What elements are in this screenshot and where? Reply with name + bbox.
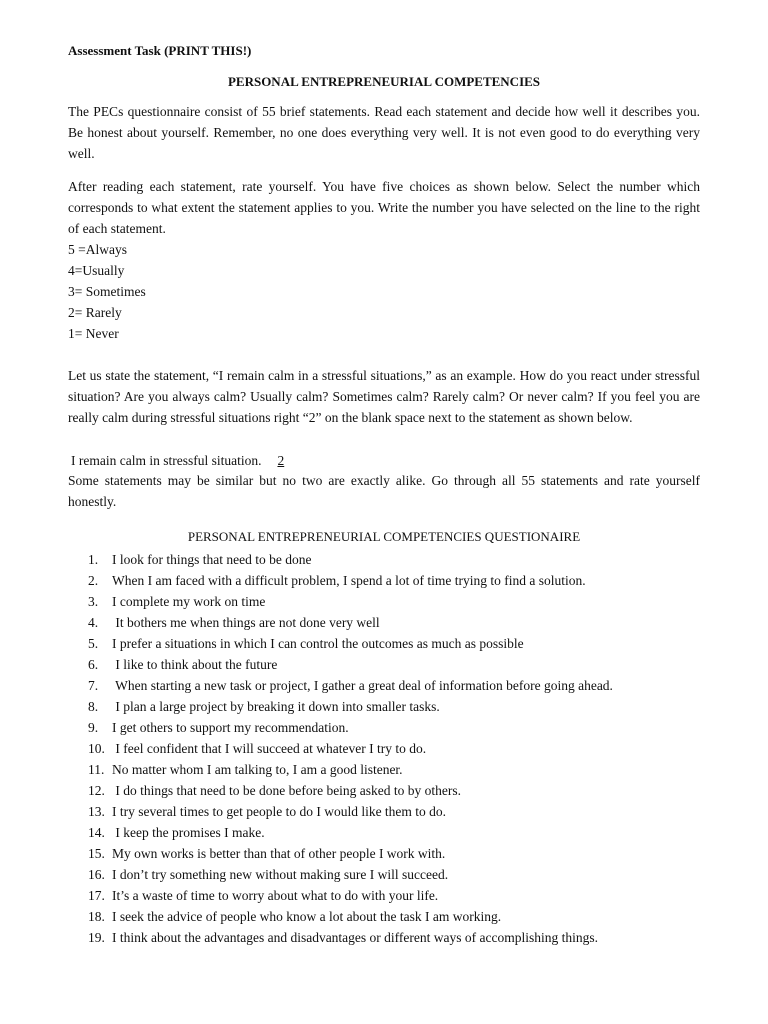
questionnaire-item bbox=[88, 822, 613, 843]
example-paragraph: Let us state the statement, “I remain calm in a stressful situations,” as an example. How do you react under stressful situation? Are you always calm? Usually calm? Sometimes calm? Rarely calm? Or never calm? If you feel you are really calm during stressful situations right “2” on the blank space next to the statement as shown below. bbox=[68, 368, 700, 425]
item-number: 4. bbox=[88, 615, 99, 630]
item-number: 17. bbox=[88, 888, 105, 903]
item-text: I look for things that need to be done bbox=[112, 552, 312, 567]
item-number: 14. bbox=[88, 825, 105, 840]
questionnaire-item bbox=[88, 591, 613, 612]
item-number: 16. bbox=[88, 867, 105, 882]
item-number: 3. bbox=[88, 594, 99, 609]
example-answer: 2 bbox=[277, 453, 285, 468]
scale-item: 1= Never bbox=[68, 326, 119, 341]
questionnaire-item bbox=[88, 801, 613, 822]
item-number: 11. bbox=[88, 762, 105, 777]
questionnaire-item bbox=[88, 864, 613, 885]
item-text: I like to think about the future bbox=[112, 657, 278, 672]
questionnaire-item bbox=[88, 843, 613, 864]
item-text: I seek the advice of people who know a lot about the task I am working. bbox=[112, 909, 502, 924]
item-text: I get others to support my recommendation. bbox=[112, 720, 349, 735]
item-number: 1. bbox=[88, 552, 99, 567]
closing-paragraph: Some statements may be similar but no two are exactly alike. Go through all 55 statements and rate yourself honestly. bbox=[68, 473, 700, 509]
item-text: I think about the advantages and disadvantages or different ways of accomplishing things. bbox=[112, 930, 598, 945]
item-number: 7. bbox=[88, 678, 99, 693]
item-text: It bothers me when things are not done very well bbox=[112, 615, 380, 630]
item-text: I try several times to get people to do I would like them to do. bbox=[112, 804, 447, 819]
item-number: 12. bbox=[88, 783, 105, 798]
item-text: I plan a large project by breaking it down into smaller tasks. bbox=[112, 699, 440, 714]
item-number: 6. bbox=[88, 657, 99, 672]
item-text: No matter whom I am talking to, I am a good listener. bbox=[112, 762, 403, 777]
item-text: I complete my work on time bbox=[112, 594, 266, 609]
questionnaire-item bbox=[88, 654, 613, 675]
item-number: 8. bbox=[88, 699, 99, 714]
item-text: I prefer a situations in which I can control the outcomes as much as possible bbox=[112, 636, 524, 651]
item-text: When I am faced with a difficult problem, I spend a lot of time trying to find a solution. bbox=[112, 573, 586, 588]
example-statement-text: I remain calm in stressful situation. bbox=[71, 453, 262, 468]
item-number: 2. bbox=[88, 573, 99, 588]
questionnaire-item bbox=[88, 885, 613, 906]
questionnaire-item bbox=[88, 633, 613, 654]
item-number: 13. bbox=[88, 804, 105, 819]
item-number: 5. bbox=[88, 636, 99, 651]
instructions-paragraph: After reading each statement, rate yourself. You have five choices as shown below. Select the number which corresponds to what extent the statement applies to you. Write the number you have selected on the line to the right of each statement. bbox=[68, 179, 700, 236]
example-statement bbox=[71, 450, 284, 471]
item-text: It’s a waste of time to worry about what to do with your life. bbox=[112, 888, 439, 903]
item-text: I feel confident that I will succeed at whatever I try to do. bbox=[112, 741, 427, 756]
scale-item: 2= Rarely bbox=[68, 305, 122, 320]
questionnaire-title: PERSONAL ENTREPRENEURIAL COMPETENCIES QUESTIONAIRE bbox=[187, 529, 581, 544]
item-text: When starting a new task or project, I gather a great deal of information before going ahead. bbox=[112, 678, 613, 693]
item-number: 15. bbox=[88, 846, 105, 861]
rating-scale bbox=[68, 239, 146, 344]
item-number: 18. bbox=[88, 909, 105, 924]
questionnaire-item bbox=[88, 927, 613, 948]
questionnaire-item bbox=[88, 612, 613, 633]
questionnaire-list bbox=[88, 549, 613, 948]
questionnaire-item bbox=[88, 780, 613, 801]
item-text: I do things that need to be done before being asked to by others. bbox=[112, 783, 462, 798]
document-title: PERSONAL ENTREPRENEURIAL COMPETENCIES bbox=[227, 74, 541, 89]
item-text: My own works is better than that of other people I work with. bbox=[112, 846, 446, 861]
questionnaire-item bbox=[88, 696, 613, 717]
item-text: I don’t try something new without making sure I will succeed. bbox=[112, 867, 449, 882]
assessment-heading: Assessment Task (PRINT THIS!) bbox=[68, 43, 252, 58]
intro-paragraph: The PECs questionnaire consist of 55 brief statements. Read each statement and decide how well it describes you. Be honest about yourself. Remember, no one does everything very well. It is not even good to do everything very well. bbox=[68, 104, 700, 161]
item-number: 9. bbox=[88, 720, 99, 735]
questionnaire-item bbox=[88, 906, 613, 927]
questionnaire-item bbox=[88, 675, 613, 696]
scale-item: 3= Sometimes bbox=[68, 284, 146, 299]
item-number: 10. bbox=[88, 741, 105, 756]
item-text: I keep the promises I make. bbox=[112, 825, 265, 840]
questionnaire-item bbox=[88, 717, 613, 738]
questionnaire-item bbox=[88, 759, 613, 780]
scale-item: 5 =Always bbox=[68, 242, 127, 257]
questionnaire-item bbox=[88, 570, 613, 591]
questionnaire-item bbox=[88, 738, 613, 759]
item-number: 19. bbox=[88, 930, 105, 945]
questionnaire-item bbox=[88, 549, 613, 570]
scale-item: 4=Usually bbox=[68, 263, 125, 278]
